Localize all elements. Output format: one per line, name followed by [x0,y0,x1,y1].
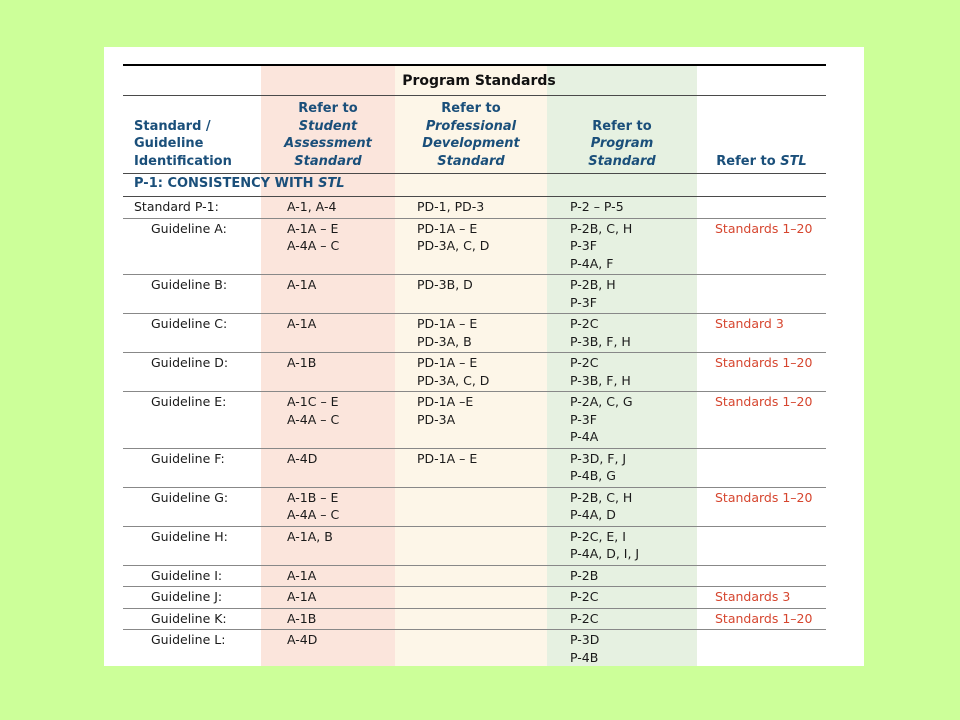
header-student-assessment-line: Student [298,118,358,134]
row-professional-development: PD-1A – E PD-3A, C, D [417,355,490,388]
row-student-assessment: A-1C – E A-4A – C [287,394,340,427]
row-rule [123,274,826,275]
row-program-standard: P-2C [570,610,599,626]
row-student-assessment: A-4D [287,632,318,647]
row-identification: Guideline A: [151,220,227,236]
row-student-assessment: A-1A [287,277,317,292]
row-stl-reference: Standards 1–20 [715,220,813,236]
row-program-standard: P-2B, C, H P-4A, D [570,489,633,522]
header-student-assessment-line: Standard [294,153,362,169]
row-identification: Guideline B: [151,277,228,292]
section-rule [123,196,826,197]
row-program-standard: P-2B, C, H P-3F P-4A, F [570,220,633,271]
row-rule [123,526,826,527]
row-professional-development: PD-1A –E PD-3A [417,394,474,427]
row-identification: Guideline H: [151,528,228,544]
row-identification: Guideline E: [151,394,227,409]
header-standard-guideline-line: Identification [134,153,232,169]
table-title: Program Standards [402,73,556,89]
header-standard-guideline-line: Guideline [134,136,204,151]
row-professional-development: PD-1A – E PD-3A, C, D [417,220,490,253]
header-program-standard-line: Standard [588,153,656,169]
header-professional-development [395,100,547,170]
row-program-standard: P-2 – P-5 [570,199,624,214]
row-identification: Guideline D: [151,355,229,370]
row-identification: Guideline F: [151,450,225,466]
row-identification: Guideline G: [151,489,229,505]
section-heading-stl: STL [318,176,345,191]
title-rule [123,95,826,96]
header-refer-to-text: Refer to [716,153,781,169]
header-standard-guideline-line: Standard / [134,118,211,134]
table-top-rule [123,64,826,66]
row-student-assessment: A-1A – E A-4A – C [287,220,340,253]
row-identification: Guideline J: [151,589,223,604]
header-stl-text: STL [780,153,807,169]
row-program-standard: P-2B, H P-3F [570,277,616,310]
section-heading-text: P-1: CONSISTENCY WITH [134,176,319,191]
header-program-standard-line: Refer to [592,118,652,134]
header-refer-to-stl [697,153,826,171]
row-identification: Guideline C: [151,316,228,331]
row-rule [123,352,826,353]
row-student-assessment: A-1B – E A-4A – C [287,489,340,522]
row-rule [123,629,826,630]
row-program-standard: P-2C, E, I P-4A, D, I, J [570,528,640,561]
row-student-assessment: A-1A [287,589,317,604]
header-professional-development-line: Refer to [441,101,501,116]
row-program-standard: P-3D, F, J P-4B, G [570,450,627,483]
header-student-assessment [261,100,395,170]
row-student-assessment: A-1B [287,610,317,626]
row-stl-reference: Standards 1–20 [715,355,813,370]
row-identification: Standard P-1: [134,199,219,214]
header-professional-development-line: Standard [437,153,505,169]
header-program-standard-line: Program [590,136,654,151]
row-student-assessment: A-1B [287,355,317,370]
row-student-assessment: A-1A, B [287,528,333,544]
header-rule [123,173,826,174]
row-professional-development: PD-1A – E PD-3A, B [417,316,478,349]
row-rule [123,391,826,392]
section-heading [134,176,345,191]
row-professional-development: PD-1A – E [417,450,478,466]
header-standard-guideline [134,118,259,171]
row-program-standard: P-2C [570,589,599,604]
header-professional-development-line: Professional [425,118,517,134]
row-program-standard: P-2C P-3B, F, H [570,316,631,349]
header-student-assessment-line: Refer to [298,101,358,116]
row-stl-reference: Standards 1–20 [715,489,813,505]
row-rule [123,313,826,314]
row-professional-development: PD-1, PD-3 [417,199,485,214]
row-rule [123,586,826,587]
row-stl-reference: Standards 1–20 [715,394,813,409]
row-rule [123,565,826,566]
header-student-assessment-line: Assessment [284,136,372,151]
header-professional-development-line: Development [422,136,520,151]
row-student-assessment: A-4D [287,450,318,466]
document-page [104,47,864,666]
row-student-assessment: A-1A [287,316,317,331]
row-student-assessment: A-1A [287,567,317,583]
header-program-standard [547,118,697,171]
row-professional-development: PD-3B, D [417,277,473,292]
row-identification: Guideline I: [151,567,223,583]
row-program-standard: P-3D P-4B [570,632,600,665]
row-student-assessment: A-1, A-4 [287,199,337,214]
row-stl-reference: Standards 3 [715,589,791,604]
row-program-standard: P-2B [570,567,599,583]
row-identification: Guideline L: [151,632,226,647]
row-stl-reference: Standard 3 [715,316,784,331]
row-program-standard: P-2C P-3B, F, H [570,355,631,388]
row-stl-reference: Standards 1–20 [715,610,813,626]
row-identification: Guideline K: [151,610,227,626]
row-program-standard: P-2A, C, G P-3F P-4A [570,394,633,444]
